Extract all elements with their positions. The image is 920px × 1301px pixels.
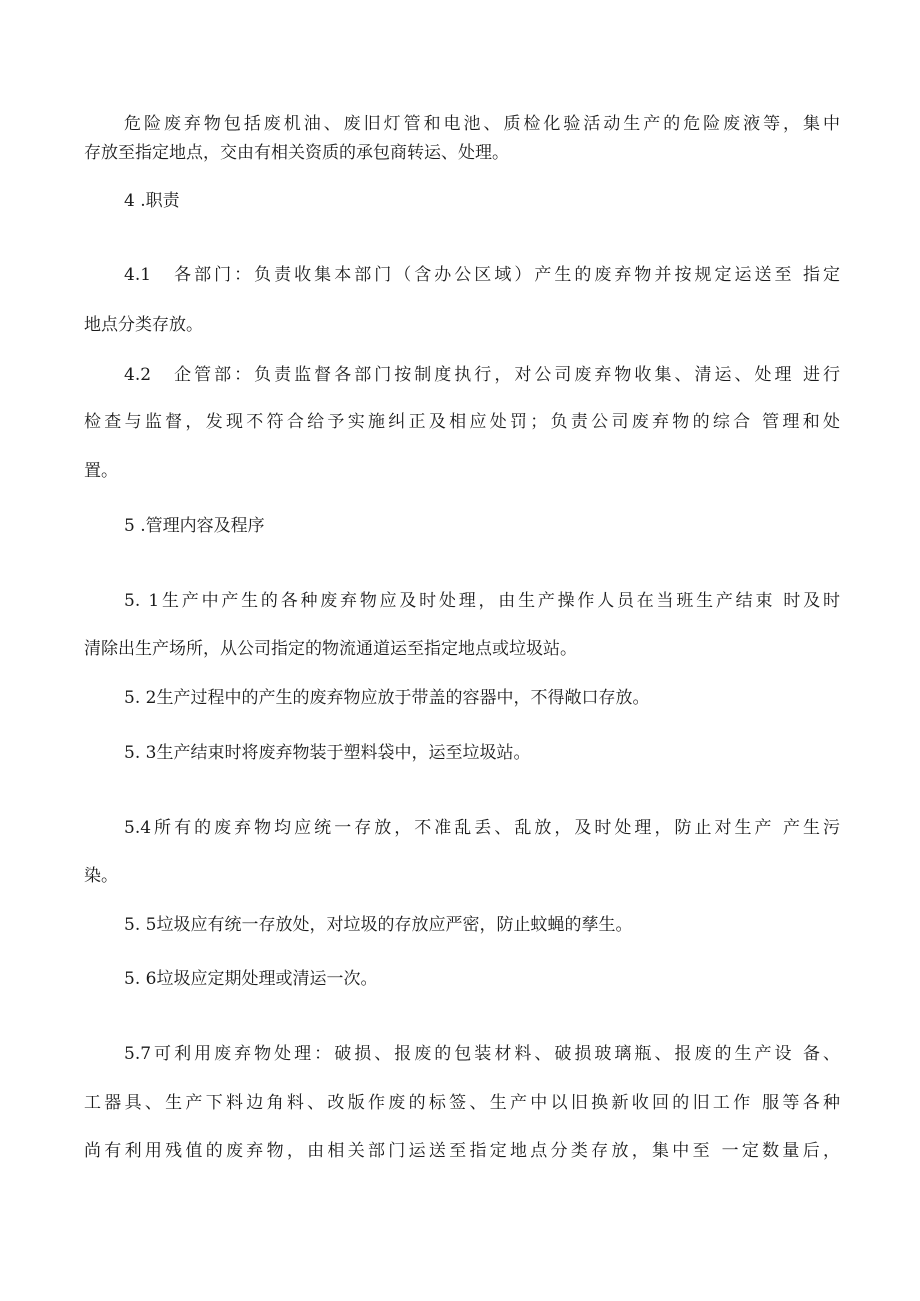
paragraph-5-5: 5. 5垃圾应有统一存放处，对垃圾的存放应严密，防止蚊蝇的孳生。 (124, 915, 633, 935)
text-line: 5.7可利用废弃物处理：破损、报废的包装材料、破损玻璃瓶、报废的生产设 备、 (124, 1044, 840, 1064)
section-heading-5: 5 .管理内容及程序 (124, 516, 265, 536)
text-line: 4.2 企管部：负责监督各部门按制度执行，对公司废弃物收集、清运、处理 进行 (124, 365, 840, 385)
text-line: 清除出生产场所，从公司指定的物流通道运至指定地点或垃圾站。 (84, 639, 577, 659)
text-line: 工器具、生产下料边角料、改版作废的标签、生产中以旧换新收回的旧工作 服等各种 (84, 1093, 840, 1113)
paragraph-5-2: 5. 2生产过程中的产生的废弃物应放于带盖的容器中，不得敞口存放。 (124, 688, 650, 708)
section-heading-4: 4 .职责 (124, 191, 180, 211)
text-line: 5.4所有的废弃物均应统一存放，不准乱丢、乱放，及时处理，防止对生产 产生污 (124, 818, 840, 838)
text-line: 4.1 各部门：负责收集本部门（含办公区域）产生的废弃物并按规定运送至 指定 (124, 265, 840, 285)
paragraph-5-3: 5. 3生产结束时将废弃物装于塑料袋中，运至垃圾站。 (124, 743, 531, 763)
text-line: 置。 (84, 461, 118, 481)
text-line: 检查与监督，发现不符合给予实施纠正及相应处罚；负责公司废弃物的综合 管理和处 (84, 412, 840, 432)
text-line: 5. 1生产中产生的各种废弃物应及时处理，由生产操作人员在当班生产结束 时及时 (124, 591, 840, 611)
text-line: 染。 (84, 866, 118, 886)
text-line: 存放至指定地点，交由有相关资质的承包商转运、处理。 (84, 143, 509, 163)
paragraph-5-6: 5. 6垃圾应定期处理或清运一次。 (124, 969, 378, 989)
text-line: 地点分类存放。 (84, 315, 203, 335)
text-line: 危险废弃物包括废机油、废旧灯管和电池、质检化验活动生产的危险废液等，集中 (124, 114, 840, 134)
text-line: 尚有利用残值的废弃物，由相关部门运送至指定地点分类存放，集中至 一定数量后， (84, 1141, 840, 1161)
